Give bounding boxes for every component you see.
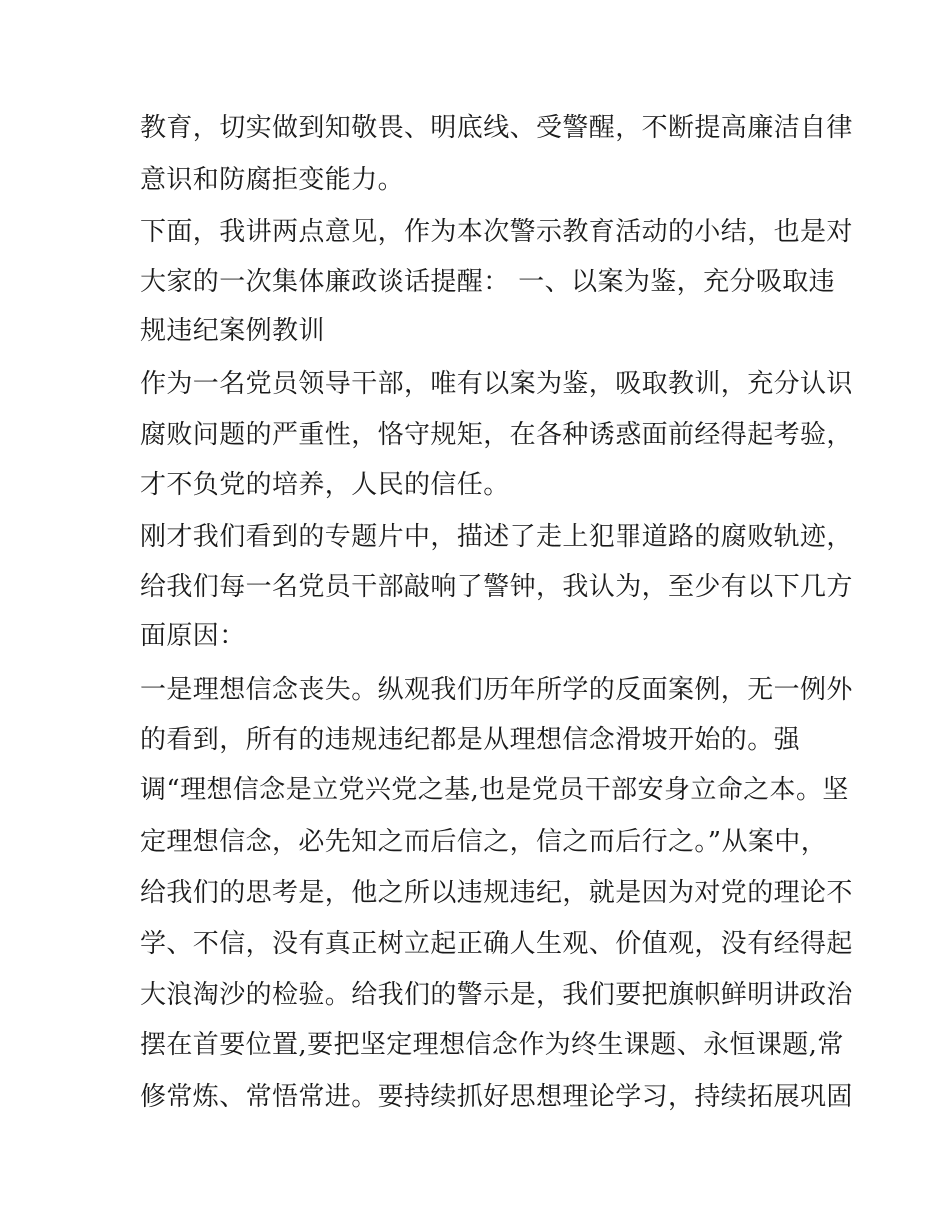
- text-line: 作为一名党员领导干部，唯有以案为鉴，吸取教训，充分认识: [140, 369, 853, 399]
- text-line: 修常炼、常悟常进。要持续抓好思想理论学习，持续拓展巩固: [140, 1082, 853, 1112]
- text-line: 规违纪案例教训: [140, 316, 325, 346]
- text-line: 才不负党的培养，人民的信任。: [140, 470, 510, 500]
- text-line: 刚才我们看到的专题片中，描述了走上犯罪道路的腐败轨迹，: [140, 522, 853, 552]
- text-line: 摆在首要位置,要把坚定理想信念作为终生课题、永恒课题,常: [140, 1030, 844, 1060]
- text-line: 大浪淘沙的检验。给我们的警示是，我们要把旗帜鲜明讲政治: [140, 980, 853, 1010]
- text-line: 调“理想信念是立党兴党之基,也是党员干部安身立命之本。坚: [140, 775, 849, 805]
- text-line: 给我们的思考是，他之所以违规违纪，就是因为对党的理论不: [140, 878, 853, 908]
- text-line: 学、不信，没有真正树立起正确人生观、价值观，没有经得起: [140, 929, 853, 959]
- text-line: 腐败问题的严重性，恪守规矩，在各种诱惑面前经得起考验，: [140, 420, 853, 450]
- text-line: 下面，我讲两点意见，作为本次警示教育活动的小结，也是对: [140, 217, 853, 247]
- text-line: 一是理想信念丧失。纵观我们历年所学的反面案例，无一例外: [140, 675, 853, 705]
- text-line: 意识和防腐拒变能力。: [140, 165, 405, 195]
- text-line: 的看到，所有的违规违纪都是从理想信念滑坡开始的。强: [140, 725, 801, 755]
- text-line: 给我们每一名党员干部敲响了警钟，我认为，至少有以下几方: [140, 572, 853, 602]
- text-line: 教育，切实做到知敬畏、明底线、受警醒，不断提高廉洁自律: [140, 113, 853, 143]
- text-line: 面原因：: [140, 621, 246, 651]
- text-line: 大家的一次集体廉政谈话提醒： 一、以案为鉴，充分吸取违: [140, 267, 836, 297]
- text-line: 定理想信念，必先知之而后信之，信之而后行之。”从案中，: [140, 827, 828, 857]
